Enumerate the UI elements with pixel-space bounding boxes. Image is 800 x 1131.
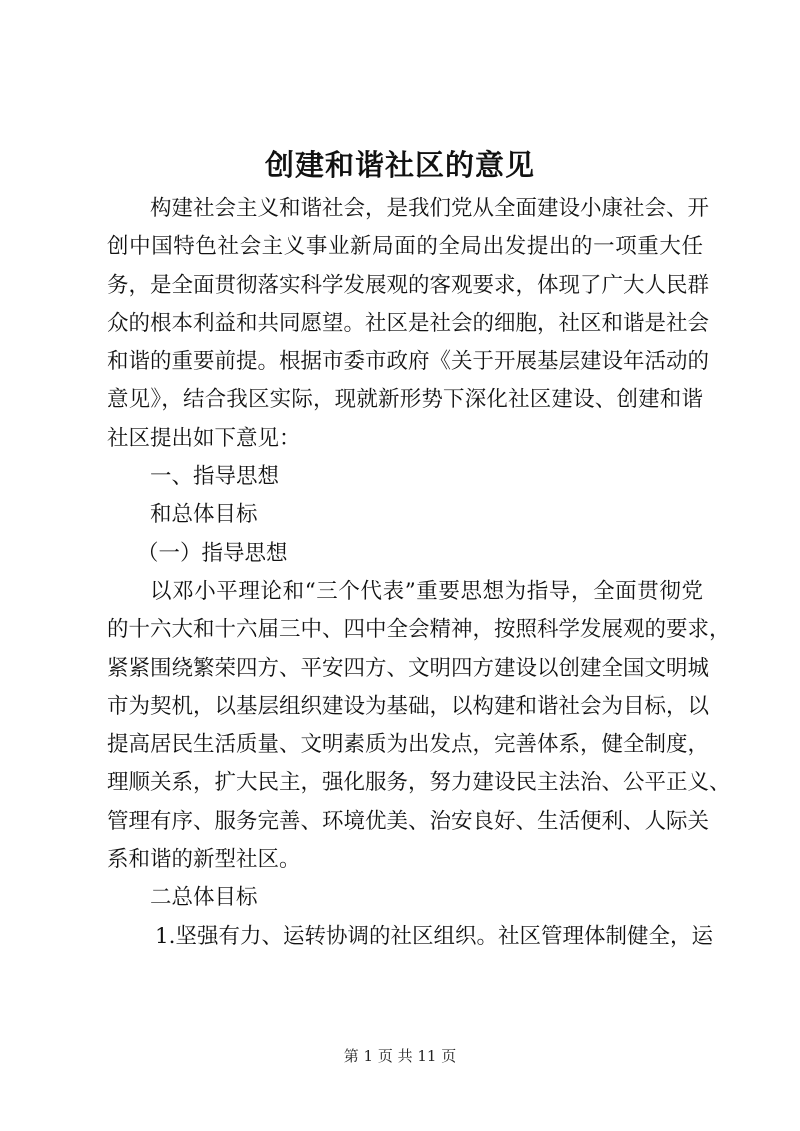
- paragraph-line: 务，是全面贯彻落实科学发展观的客观要求，体现了广大人民群: [107, 272, 710, 298]
- paragraph-line: 市为契机，以基层组织建设为基础，以构建和谐社会为目标，以: [107, 693, 710, 719]
- paragraph-line: 的十六大和十六届三中、四中全会精神，按照科学发展观的要求，: [107, 617, 731, 643]
- paragraph-line: 以邓小平理论和“三个代表”重要思想为指导，全面贯彻党: [150, 578, 703, 604]
- paragraph-line: 创中国特色社会主义事业新局面的全局出发提出的一项重大任: [107, 234, 703, 260]
- paragraph-line: 管理有序、服务完善、环境优美、治安良好、生活便利、人际关: [107, 808, 710, 834]
- paragraph-line: 众的根本利益和共同愿望。社区是社会的细胞，社区和谐是社会: [107, 310, 710, 336]
- paragraph-line: 紧紧围绕繁荣四方、平安四方、文明四方建设以创建全国文明城: [107, 655, 710, 681]
- paragraph-line: 系和谐的新型社区。: [107, 847, 301, 873]
- paragraph-line: 理顺关系，扩大民主，强化服务，努力建设民主法治、公平正义、: [107, 770, 731, 796]
- document-body: [107, 190, 731, 956]
- section-heading: 二总体目标: [150, 885, 258, 911]
- document-title: 创建和谐社区的意见: [264, 148, 535, 182]
- section-heading: 一、指导思想: [150, 464, 280, 490]
- paragraph-line: 构建社会主义和谐社会，是我们党从全面建设小康社会、开: [150, 196, 710, 221]
- paragraph-line: 社区提出如下意见：: [107, 425, 301, 451]
- paragraph-line: 1.坚强有力、运转协调的社区组织。社区管理体制健全，运: [155, 923, 714, 949]
- page-footer: 第 1 页 共 11 页: [343, 1047, 457, 1065]
- subsection-heading: （一）指导思想: [137, 540, 288, 566]
- paragraph-line: 意见》，结合我区实际，现就新形势下深化社区建设、创建和谐: [107, 387, 703, 413]
- paragraph-line: 和谐的重要前提。根据市委市政府《关于开展基层建设年活动的: [107, 349, 710, 375]
- section-heading: 和总体目标: [150, 502, 258, 528]
- paragraph-line: 提高居民生活质量、文明素质为出发点，完善体系，健全制度，: [107, 732, 710, 758]
